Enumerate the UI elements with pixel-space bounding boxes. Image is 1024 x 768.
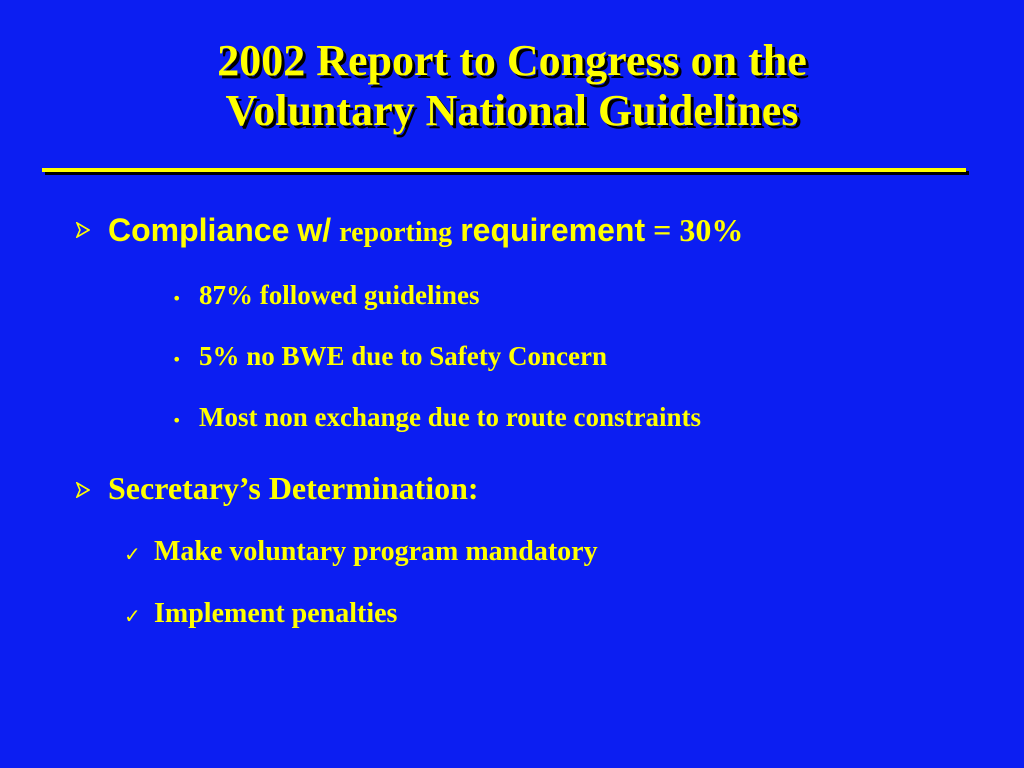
sub-bullet-dot-1: •	[172, 289, 182, 308]
arrowhead-bullet-icon	[76, 222, 90, 242]
percentage-value: = 30%	[653, 212, 744, 248]
arrowhead-bullet-icon	[76, 482, 90, 502]
check-item-2: Implement penalties	[154, 598, 398, 629]
w-slash-word: w/	[297, 212, 332, 248]
checkmark-icon: ✓	[124, 604, 141, 628]
sub-bullet-2: 5% no BWE due to Safety Concern	[199, 341, 608, 371]
sub-bullet-dot-2: •	[172, 350, 182, 369]
title-underline	[42, 168, 966, 172]
bullet-secretary-determination: Secretary’s Determination:	[108, 470, 479, 506]
slide-title	[0, 36, 1024, 136]
sub-bullet-3: Most non exchange due to route constraints	[199, 402, 701, 432]
bullet-compliance	[108, 212, 743, 249]
requirement-word: requirement	[460, 212, 646, 248]
compliance-word: Compliance	[108, 212, 290, 248]
reporting-word: reporting	[339, 217, 453, 248]
check-item-1: Make voluntary program mandatory	[154, 536, 598, 567]
title-line-2: Voluntary National Guidelines	[225, 86, 799, 135]
sub-bullet-dot-3: •	[172, 411, 182, 430]
sub-bullet-1: 87% followed guidelines	[199, 280, 480, 310]
title-line-1: 2002 Report to Congress on the	[217, 36, 807, 85]
checkmark-icon: ✓	[124, 542, 141, 566]
